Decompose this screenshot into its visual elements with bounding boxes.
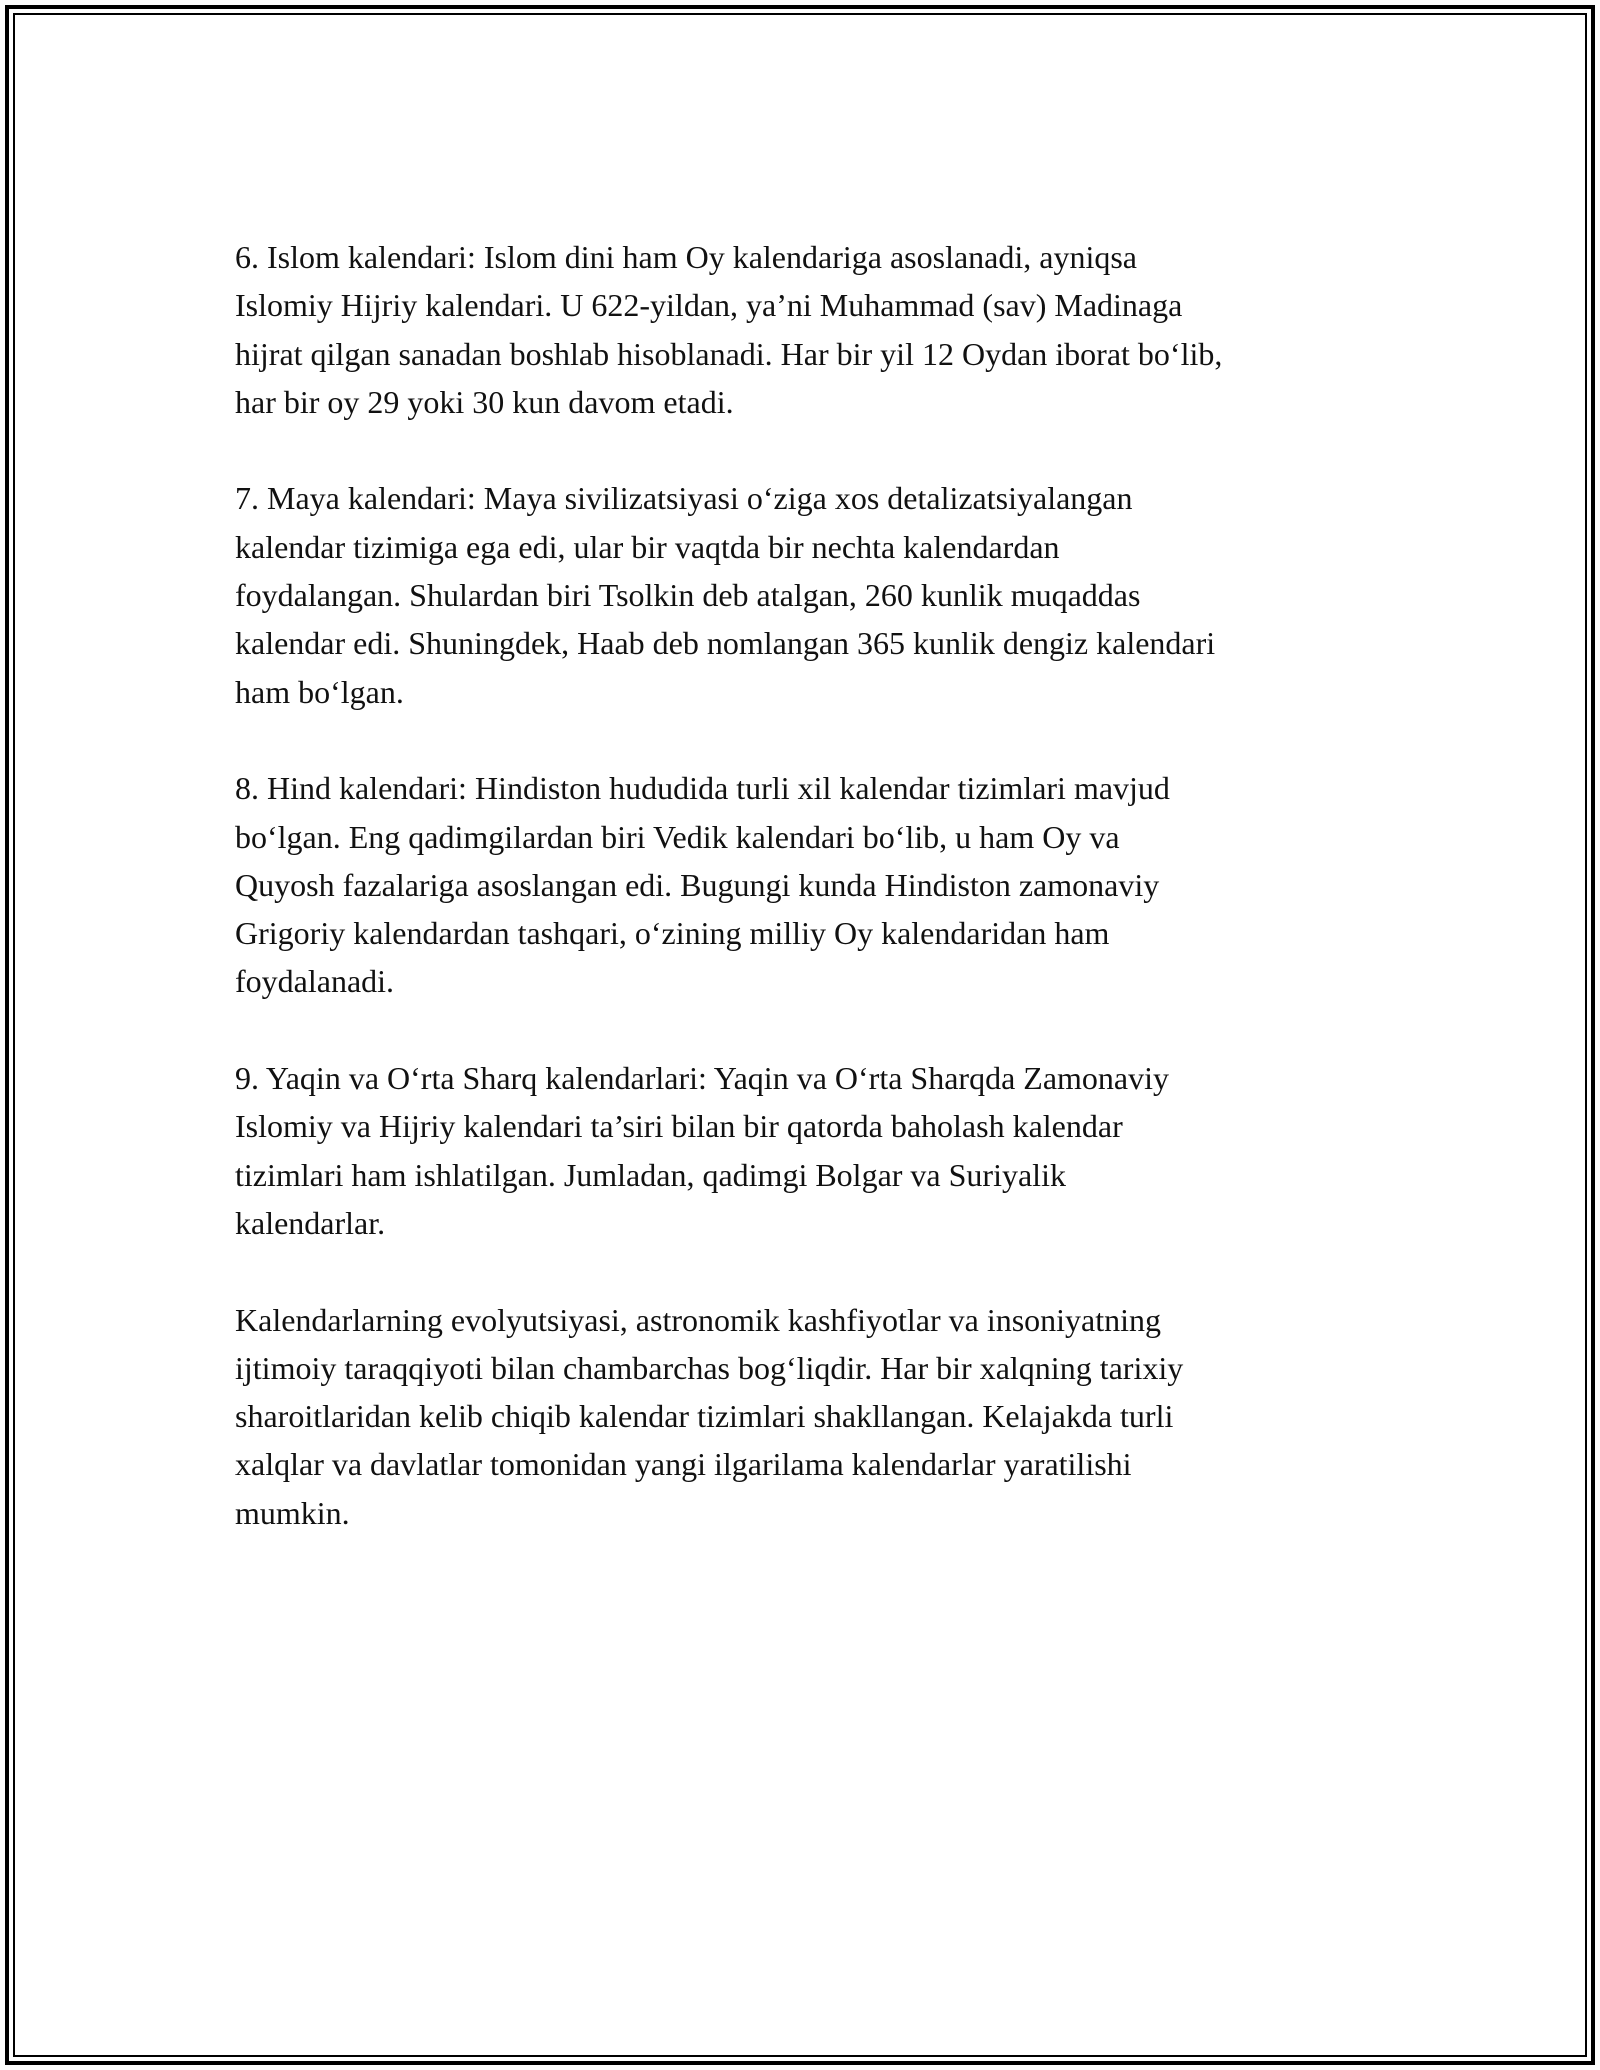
paragraph-islom-kalendari: 6. Islom kalendari: Islom dini ham Oy kalendariga asoslanadi, ayniqsa Islomiy Hijriy kalendari. U 622-yildan, ya’ni Muhammad (sav) Madinaga hijrat qilgan sanadan boshlab hisoblanadi. Har bir yil 12 Oydan iborat bo‘lib, har bir oy 29 yoki 30 kun davom etadi.	[235, 239, 1223, 420]
document-body	[235, 233, 1385, 1585]
paragraph-hind-kalendari: 8. Hind kalendari: Hindiston hududida turli xil kalendar tizimlari mavjud bo‘lgan. Eng qadimgilardan biri Vedik kalendari bo‘lib, u ham Oy va Quyosh fazalariga asoslangan edi. Bugungi kunda Hindiston zamonaviy Grigoriy kalendardan tashqari, o‘zining milliy Oy kalendaridan ham foydalanadi.	[235, 770, 1170, 1000]
paragraph-maya-kalendari: 7. Maya kalendari: Maya sivilizatsiyasi o‘ziga xos detalizatsiyalangan kalendar tizimiga ega edi, ular bir vaqtda bir nechta kalendardan foydalangan. Shulardan biri Tsolkin deb atalgan, 260 kunlik muqaddas kalendar edi. Shuningdek, Haab deb nomlangan 365 kunlik dengiz kalendari ham bo‘lgan.	[235, 480, 1216, 710]
paragraph-conclusion: Kalendarlarning evolyutsiyasi, astronomik kashfiyotlar va insoniyatning ijtimoiy taraqqiyoti bilan chambarchas bog‘liqdir. Har bir xalqning tarixiy sharoitlaridan kelib chiqib kalendar tizimlari shakllangan. Kelajakda turli xalqlar va davlatlar tomonidan yangi ilgarilama kalendarlar yaratilishi mumkin.	[235, 1301, 1184, 1531]
paragraph-yaqin-orta-sharq-kalendarlari: 9. Yaqin va O‘rta Sharq kalendarlari: Yaqin va O‘rta Sharqda Zamonaviy Islomiy va Hijriy kalendari ta’siri bilan bir qatorda baholash kalendar tizimlari ham ishlatilgan. Jumladan, qadimgi Bolgar va Suriyalik kalendarlar.	[235, 1060, 1169, 1241]
